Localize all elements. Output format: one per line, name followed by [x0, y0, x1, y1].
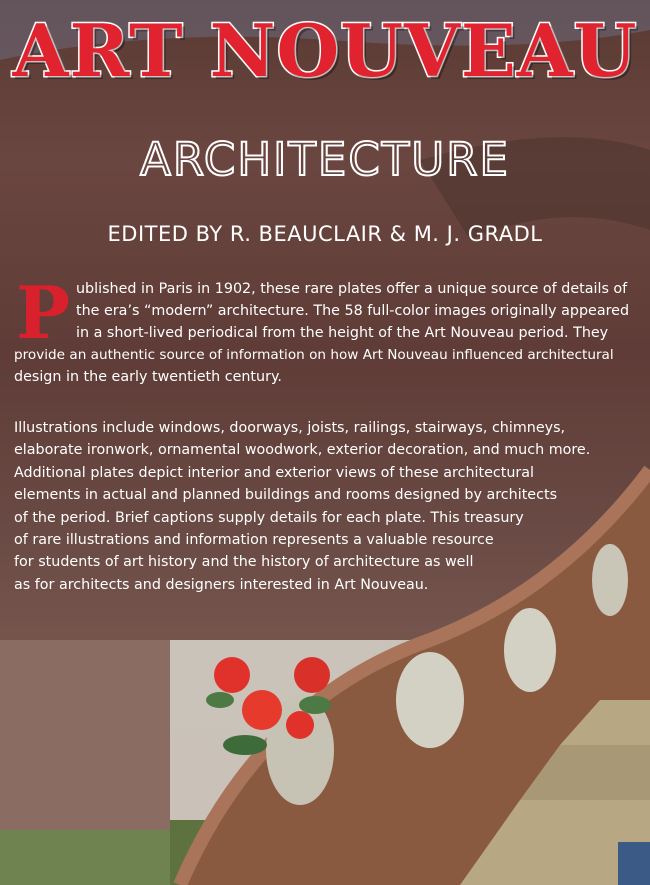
book-title: ART NOUVEAU — [12, 8, 638, 93]
paragraph-line: Additional plates depict interior and exterior views of these architectural — [14, 464, 535, 481]
description-paragraph-2 — [14, 417, 642, 596]
description-paragraph-1 — [14, 270, 642, 388]
paragraph-line: the era’s “modern” architecture. The 58 full-color images originally appeared — [76, 303, 630, 319]
blue-ornament — [618, 842, 650, 885]
paragraph-line: of the period. Brief captions supply details for each plate. This treasury — [14, 509, 524, 526]
paragraph-line: as for architects and designers interested in Art Nouveau. — [14, 576, 429, 593]
paragraph-line: elaborate ironwork, ornamental woodwork, exterior decoration, and much more. — [14, 442, 591, 459]
drop-cap: P — [16, 270, 71, 355]
editors-credit: EDITED BY R. BEAUCLAIR & M. J. GRADL — [107, 222, 543, 246]
book-subtitle: ARCHITECTURE — [140, 133, 510, 186]
paragraph-line: provide an authentic source of information on how Art Nouveau influenced architectural — [14, 347, 614, 363]
paragraph-line: design in the early twentieth century. — [14, 369, 282, 385]
paragraph-line: in a short-lived periodical from the height of the Art Nouveau period. They — [76, 325, 609, 341]
paragraph-line: for students of art history and the history of architecture as well — [14, 554, 474, 571]
paragraph-line: elements in actual and planned buildings and rooms designed by architects — [14, 487, 558, 504]
paragraph-line: Illustrations include windows, doorways, joists, railings, stairways, chimneys, — [14, 420, 566, 436]
paragraph-line: ublished in Paris in 1902, these rare plates offer a unique source of details of — [76, 281, 628, 297]
paragraph-line: of rare illustrations and information represents a valuable resource — [14, 532, 494, 549]
